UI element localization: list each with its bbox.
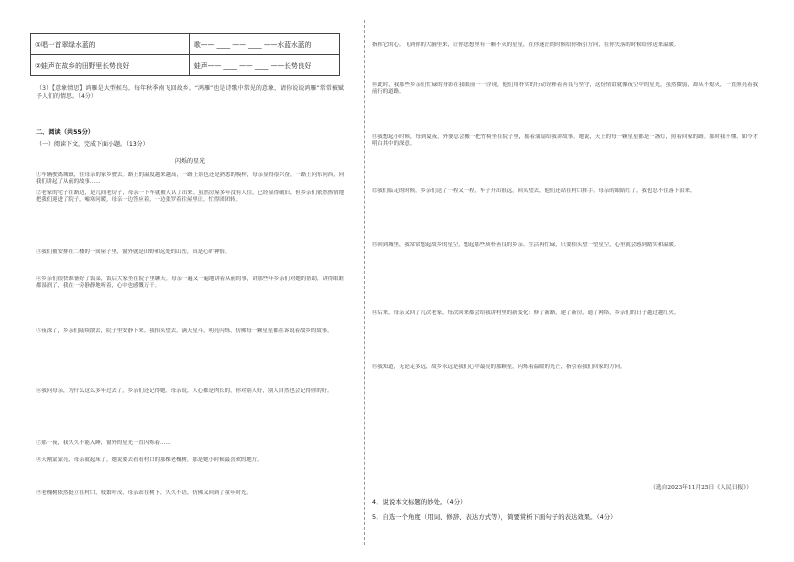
- paragraph: ⑫我们临走的时候，乡亲们送了一程又一程，车子开出很远，回头望去，他们还站在村口挥手。母亲的眼睛红了，我也忍不住落下泪来。: [372, 188, 696, 194]
- paragraph: ②老家的宅子在路边，是几间老房子，母亲一下车就被人认了出来。虽然房屋多年没有人住，已经显得破旧，但乡亲们依然热情地把我们迎进了院子，嘘寒问暖，母亲一边答应着，一边张罗着往屋里让，忙得团团转。: [36, 190, 344, 203]
- paragraph: ⑤夜深了，乡亲们陆续散去，院子里安静下来。我抬头望去，满天星斗，明亮闪烁，仿佛每一颗星星都在诉说着故乡的故事。: [36, 328, 333, 334]
- paragraph: ③我们被安排在二楼的一间屋子里，窗外就是田野和远处的山峦，真是心旷神怡。: [36, 249, 231, 255]
- section-heading: 二、阅读（共55分）: [36, 129, 95, 136]
- table-cell-left: ②蛙声在故乡的田野里长势良好: [31, 55, 190, 76]
- matching-table: [30, 33, 340, 76]
- table-cell-right: 蛙声—— ____ —— ____ ——长势良好: [190, 55, 340, 76]
- paragraph: ⑥我问母亲，为什么这么多年过去了，乡亲们还记得她。母亲说，人心都是肉长的，你对别人好，别人自然也会记得你的好。: [36, 388, 333, 394]
- table-row: [31, 55, 340, 76]
- paragraph: ④乡亲们很快准备好了饭菜，饭后大家坐在院子里聊天。母亲一遍又一遍地讲着从前的事，讲那些年乡亲们对她的帮助，讲得眼眶都湿润了，我在一旁静静地听着，心中也感慨万千。: [36, 276, 344, 289]
- paragraph: 指挥它的心。飞到你的大脑里来，让你思想里有一颗不灭的星星，在你迷茫的时候给你指引方向，在你失落的时候给你送来温暖。: [372, 42, 680, 48]
- section-subheading: （一）阅读下文，完成下面小题。（13分）: [36, 141, 149, 148]
- article-source: （选自2023年11月25日《人民日报》）: [650, 485, 752, 491]
- paragraph: ⑭后来，母亲又回了几次老家，每次回来都会给我讲村里的新变化：修了新路，建了新房，通了网络，乡亲们的日子越过越红火。: [372, 310, 680, 316]
- paragraph: ⑦那一夜，我久久不能入睡，窗外的星光一直闪烁着……: [36, 440, 171, 446]
- table-cell-right: 歌—— ____ —— ____ ——水蓝水蓝的: [190, 34, 340, 55]
- paragraph: ⑪我想起小时候，每到夏夜，外婆总会搬一把竹椅坐在院子里，摇着蒲扇给我讲故事。她说，天上的每一颗星星都是一盏灯，照着回家的路。那时我不懂，如今才明白其中的深意。: [372, 134, 758, 147]
- question-3: （3）【意象情思】鸿雁是大型候鸟，每年秋季南飞回故乡。“鸿雁”也是诗歌中常见的意象，请你说说鸿雁”常常被赋予人们的情思。（4分）: [36, 85, 344, 100]
- table-row: [31, 34, 340, 55]
- table-cell-left: ①唱一首翠绿水蓝的: [31, 34, 190, 55]
- paragraph: ①车辆驶离城镇，往母亲的家乡驶去。路上的温度越来越高，一路上景色还是熟悉的模样，母亲显得很兴奋，一路上问东问西，向我们讲起了从前的故事……: [36, 172, 344, 185]
- question-5: 5．自选一个角度（用词、修辞、表达方式等），简要赏析下面句子的表达效果。（4分）: [372, 513, 617, 521]
- paragraph: ⑬回到城里，我常常想起故乡的星空，想起那些质朴善良的乡亲。生活再忙碌，只要抬头望一望星空，心里就会感到踏实和温暖。: [372, 242, 680, 248]
- article-title: 闪烁的星光: [174, 158, 205, 165]
- question-4: 4．说说本文标题的妙处。（4分）: [372, 498, 467, 506]
- paragraph: ⑧天刚蒙蒙亮，母亲就起床了，她说要去看看村口的那棵老槐树，那是她小时候最喜欢的地方。: [36, 457, 263, 463]
- paragraph: ⑮我知道，无论走多远，故乡永远是我们心中最亮的那颗星，闪烁着温暖的光芒，指引着我们回家的方向。: [372, 364, 626, 370]
- paragraph: ⑩此时，我那些乡亲们忙碌的身影在我眼前一一浮现，他们用朴实的行动诠释着善良与坚守，这份情谊就像夜空中的星光，虽然微弱，却从不熄灭，一直照亮着我前行的道路。: [372, 82, 758, 95]
- column-divider: [364, 20, 365, 545]
- paragraph: ⑨老槐树依然挺立在村口，枝繁叶茂，母亲站在树下，久久不语，仿佛又回到了童年时光。: [36, 490, 252, 496]
